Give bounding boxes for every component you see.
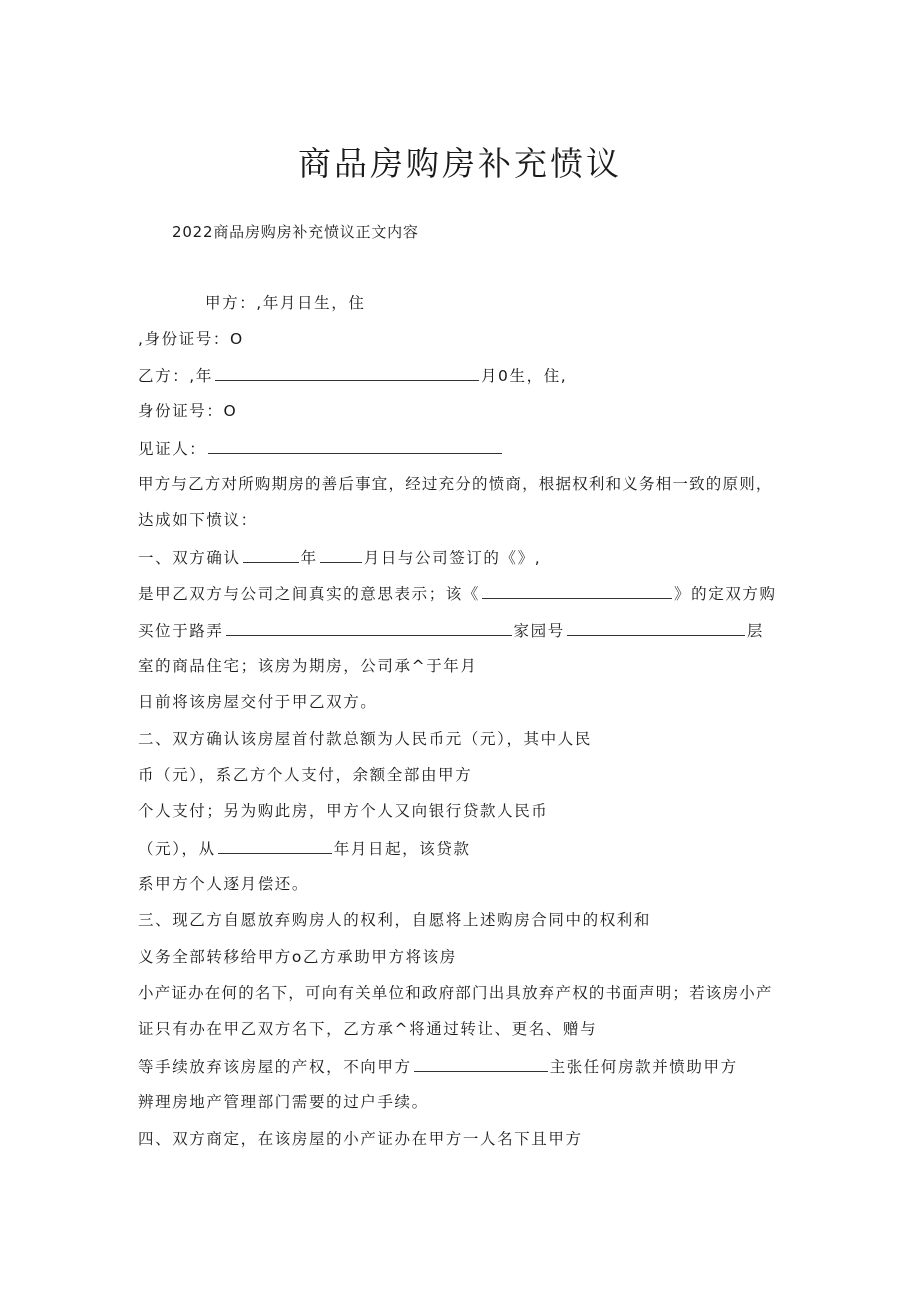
clause-1-line-1 xyxy=(138,546,541,569)
blank-underline xyxy=(567,619,745,636)
blank-underline xyxy=(218,837,332,854)
clause-3-line-4: 证只有办在甲乙双方名下，乙方承^将通过转让、更名、赠与 xyxy=(138,1020,598,1038)
blank-underline xyxy=(320,546,362,563)
blank-underline xyxy=(414,1055,548,1072)
blank-underline xyxy=(215,364,479,381)
clause-2-line-1: 二、双方确认该房屋首付款总额为人民币元（元），其中人民 xyxy=(138,730,592,748)
clause-3-line-3: 小产证办在何的名下，可向有关单位和政府部门出具放弃产权的书面声明；若该房小产 xyxy=(138,984,773,1002)
clause-3-line-1: 三、现乙方自愿放弃购房人的权利，自愿将上述购房合同中的权利和 xyxy=(138,911,652,929)
witness-line xyxy=(138,437,504,460)
clause-3-line-2: 义务全部转移给甲方o乙方承助甲方将该房 xyxy=(138,948,457,966)
clause-1-text-c: 月日与公司签订的《》, xyxy=(363,549,542,567)
clause-1-text-h: 层 xyxy=(746,622,764,640)
document-title: 商品房购房补充愤议 xyxy=(298,144,622,183)
witness-label: 见证人： xyxy=(138,440,207,458)
preamble-line: 甲方与乙方对所购期房的善后事宜，经过充分的愤商，根据权利和义务相一致的原则， xyxy=(138,475,773,493)
blank-underline xyxy=(208,437,502,454)
clause-1-text-a: 一、双方确认 xyxy=(138,549,241,567)
clause-2-line-3: 个人支付；另为购此房，甲方个人又向银行贷款人民币 xyxy=(138,802,549,820)
clause-1-text-g: 家园号 xyxy=(513,622,565,640)
clause-1-text-f: 买位于路弄 xyxy=(138,622,224,640)
document-subtitle: 2022商品房购房补充愤议正文内容 xyxy=(172,223,419,241)
preamble-line-2: 达成如下愤议： xyxy=(138,511,258,529)
party-a-id-line: ,身份证号：O xyxy=(138,330,244,348)
blank-underline xyxy=(243,546,299,563)
clause-1-line-4: 室的商品住宅；该房为期房，公司承^于年月 xyxy=(138,657,478,675)
clause-2-line-5: 系甲方个人逐月偿还。 xyxy=(138,875,310,893)
party-a-line: 甲方：,年月日生，住 xyxy=(205,294,366,312)
clause-3-line-6: 辨理房地产管理部门需要的过户手续。 xyxy=(138,1093,429,1111)
clause-1-text-d: 是甲乙双方与公司之间真实的意思表示；该《 xyxy=(138,585,481,603)
clause-1-text-b: 年 xyxy=(300,549,318,567)
clause-4-line-1: 四、双方商定，在该房屋的小产证办在甲方一人名下且甲方 xyxy=(138,1130,583,1148)
clause-3-line-5 xyxy=(138,1055,738,1078)
party-b-line xyxy=(138,364,567,387)
blank-underline xyxy=(482,582,672,599)
clause-1-line-5: 日前将该房屋交付于甲乙双方。 xyxy=(138,693,378,711)
party-b-id-line: 身份证号：O xyxy=(138,402,238,420)
clause-3-text-b: 主张任何房款并愤助甲方 xyxy=(549,1058,738,1076)
clause-2-line-2: 币（元），系乙方个人支付，余额全部由甲方 xyxy=(138,766,473,784)
party-b-text-start: 乙方：,年 xyxy=(138,367,213,385)
party-b-text-end: 月0生，住, xyxy=(480,367,568,385)
clause-2-text-b: 年月日起，该贷款 xyxy=(333,840,471,858)
blank-underline xyxy=(226,619,512,636)
clause-1-line-3 xyxy=(138,619,764,642)
clause-2-text-a: （元），从 xyxy=(138,840,216,858)
clause-1-text-e: 》的定双方购 xyxy=(674,585,777,603)
clause-3-text-a: 等手续放弃该房屋的产权，不向甲方 xyxy=(138,1058,412,1076)
clause-2-line-4 xyxy=(138,837,471,860)
clause-1-line-2 xyxy=(138,582,777,605)
